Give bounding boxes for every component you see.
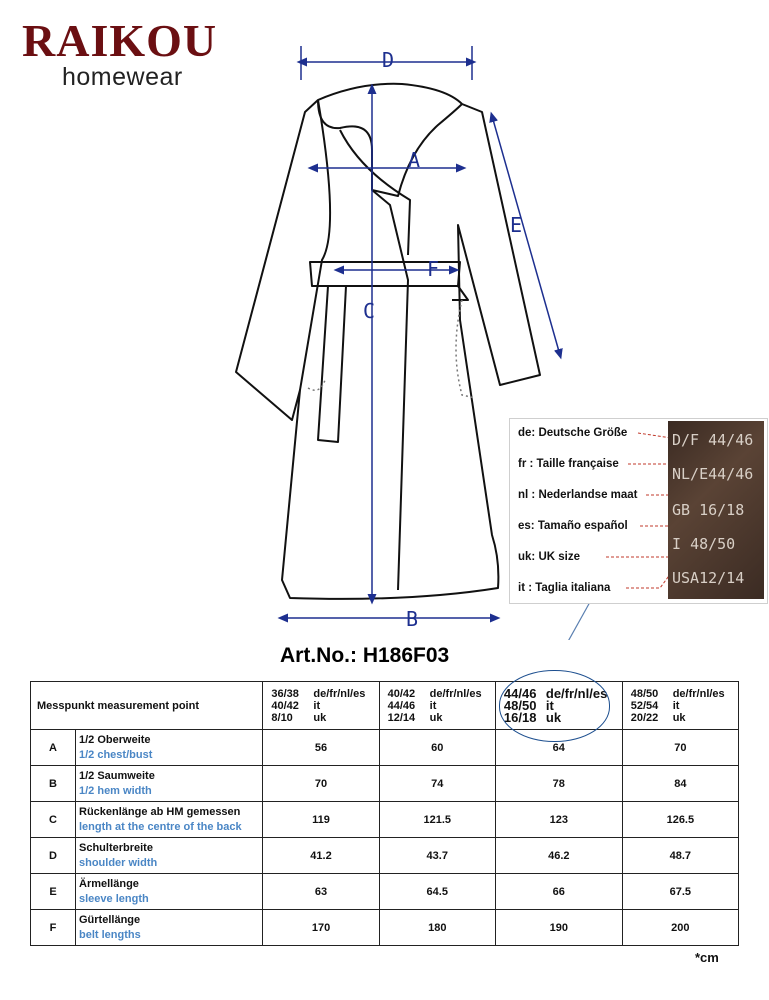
size-value: 44/46 bbox=[387, 699, 416, 712]
size-value: 40/42 bbox=[271, 699, 299, 712]
size-system: uk bbox=[313, 711, 327, 724]
measurement-label bbox=[76, 838, 263, 874]
table-cell: 56 bbox=[263, 730, 379, 766]
photo-size: 44/46 bbox=[708, 431, 754, 449]
table-row bbox=[31, 802, 739, 838]
label-english: shoulder width bbox=[79, 856, 158, 869]
table-cell: 66 bbox=[495, 874, 622, 910]
photo-code: NL/E bbox=[672, 465, 709, 483]
table-cell: 67.5 bbox=[622, 874, 738, 910]
size-table bbox=[30, 681, 739, 946]
label-german: Rückenlänge ab HM gemessen bbox=[79, 805, 241, 818]
dim-label-e: E bbox=[510, 213, 523, 237]
label-german: Ärmellänge bbox=[79, 877, 139, 890]
photo-size: 48/50 bbox=[690, 535, 736, 553]
size-system: uk bbox=[429, 711, 443, 724]
table-cell: 78 bbox=[495, 766, 622, 802]
size-system: de/fr/nl/es bbox=[313, 687, 366, 700]
photo-size: 12/14 bbox=[699, 569, 745, 587]
garment-label-photo bbox=[668, 421, 764, 599]
table-row bbox=[31, 910, 739, 946]
measurement-label bbox=[76, 802, 263, 838]
dim-label-b: B bbox=[406, 607, 419, 631]
size-value: 52/54 bbox=[630, 699, 659, 712]
size-value: 20/22 bbox=[630, 711, 659, 724]
photo-code: D/F bbox=[672, 431, 700, 449]
table-cell: 60 bbox=[379, 730, 495, 766]
size-value: 36/38 bbox=[271, 687, 299, 700]
dim-label-c: C bbox=[363, 299, 376, 323]
legend-row-es: es: Tamaño español bbox=[518, 520, 628, 532]
size-system: it bbox=[429, 699, 437, 712]
legend-row-uk: uk: UK size bbox=[518, 551, 580, 563]
photo-code: GB bbox=[672, 501, 691, 519]
label-english: 1/2 chest/bust bbox=[79, 748, 153, 761]
label-english: sleeve length bbox=[79, 892, 149, 905]
photo-size: 16/18 bbox=[699, 501, 745, 519]
measurement-letter: A bbox=[31, 730, 76, 766]
photo-size: 44/46 bbox=[708, 465, 754, 483]
label-german: 1/2 Oberweite bbox=[79, 733, 151, 746]
label-german: Schulterbreite bbox=[79, 841, 153, 854]
measurement-letter: C bbox=[31, 802, 76, 838]
legend-row-fr: fr : Taille française bbox=[518, 458, 619, 470]
dim-label-d: D bbox=[382, 48, 395, 72]
measurement-point-header: Messpunkt measurement point bbox=[31, 682, 263, 730]
table-cell: 123 bbox=[495, 802, 622, 838]
table-cell: 84 bbox=[622, 766, 738, 802]
measurement-letter: B bbox=[31, 766, 76, 802]
highlight-oval bbox=[499, 670, 610, 742]
size-system: it bbox=[672, 699, 680, 712]
size-column-1 bbox=[263, 682, 379, 730]
photo-code: I bbox=[672, 535, 682, 553]
brand-subtitle: homewear bbox=[62, 63, 183, 91]
label-english: belt lengths bbox=[79, 928, 141, 941]
table-cell: 64.5 bbox=[379, 874, 495, 910]
measurement-label bbox=[76, 730, 263, 766]
table-cell: 43.7 bbox=[379, 838, 495, 874]
table-cell: 200 bbox=[622, 910, 738, 946]
table-cell: 48.7 bbox=[622, 838, 738, 874]
legend-row-it: it : Taglia italiana bbox=[518, 582, 611, 594]
measurement-letter: F bbox=[31, 910, 76, 946]
table-header-row bbox=[31, 682, 739, 730]
measurement-label bbox=[76, 766, 263, 802]
brand-name: RAIKOU bbox=[22, 15, 218, 66]
size-value: 12/14 bbox=[387, 711, 416, 724]
table-cell: 64 bbox=[495, 730, 622, 766]
size-system: de/fr/nl/es bbox=[429, 687, 482, 700]
table-cell: 70 bbox=[622, 730, 738, 766]
label-german: Gürtellänge bbox=[79, 913, 141, 926]
size-value: 48/50 bbox=[503, 697, 537, 713]
size-system: de/fr/nl/es bbox=[672, 687, 725, 700]
table-cell: 119 bbox=[263, 802, 379, 838]
table-cell: 180 bbox=[379, 910, 495, 946]
size-value: 48/50 bbox=[630, 687, 659, 700]
measurement-label bbox=[76, 874, 263, 910]
label-german: 1/2 Saumweite bbox=[79, 769, 155, 782]
legend-row-de: de: Deutsche Größe bbox=[518, 427, 628, 439]
measurement-letter: E bbox=[31, 874, 76, 910]
table-cell: 170 bbox=[263, 910, 379, 946]
article-number: Art.No.: H186F03 bbox=[280, 644, 450, 667]
table-row bbox=[31, 838, 739, 874]
table-cell: 121.5 bbox=[379, 802, 495, 838]
table-row bbox=[31, 874, 739, 910]
table-cell: 70 bbox=[263, 766, 379, 802]
size-system: it bbox=[545, 697, 554, 713]
measurement-label bbox=[76, 910, 263, 946]
size-value: 8/10 bbox=[271, 711, 293, 724]
photo-code: USA bbox=[672, 569, 700, 587]
table-cell: 126.5 bbox=[622, 802, 738, 838]
unit-note: *cm bbox=[695, 950, 719, 965]
size-label-legend bbox=[509, 418, 768, 604]
size-system: it bbox=[313, 699, 321, 712]
size-value: 40/42 bbox=[387, 687, 416, 700]
size-system: uk bbox=[672, 711, 686, 724]
size-value: 16/18 bbox=[503, 709, 537, 725]
table-cell: 41.2 bbox=[263, 838, 379, 874]
size-system: uk bbox=[545, 709, 562, 725]
dim-label-a: A bbox=[408, 148, 421, 172]
size-column-4 bbox=[622, 682, 738, 730]
size-system: de/fr/nl/es bbox=[545, 685, 608, 701]
label-english: 1/2 hem width bbox=[79, 784, 152, 797]
table-cell: 46.2 bbox=[495, 838, 622, 874]
table-cell: 190 bbox=[495, 910, 622, 946]
dim-label-f: F bbox=[427, 257, 440, 281]
table-row bbox=[31, 730, 739, 766]
table-row bbox=[31, 766, 739, 802]
size-value: 44/46 bbox=[503, 685, 537, 701]
label-english: length at the centre of the back bbox=[79, 820, 242, 833]
measurement-letter: D bbox=[31, 838, 76, 874]
table-cell: 63 bbox=[263, 874, 379, 910]
size-column-2 bbox=[379, 682, 495, 730]
table-cell: 74 bbox=[379, 766, 495, 802]
legend-row-nl: nl : Nederlandse maat bbox=[518, 489, 638, 501]
